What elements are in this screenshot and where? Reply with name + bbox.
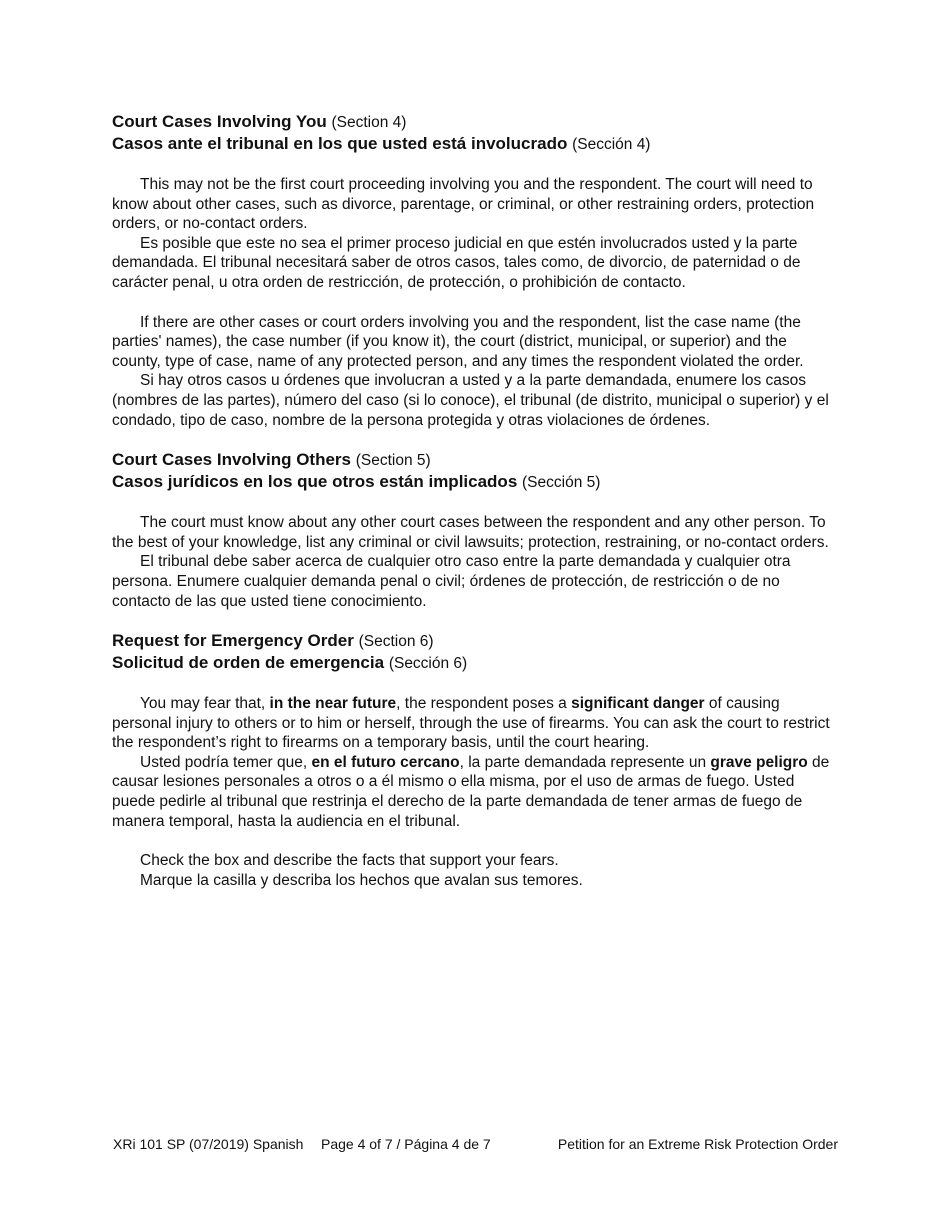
section6-title-es: Solicitud de orden de emergencia (112, 653, 385, 673)
section6-title-en: Request for Emergency Order (112, 631, 354, 651)
section5-title-en: Court Cases Involving Others (112, 450, 351, 470)
document-page (112, 111, 837, 890)
section5-number-es: (Sección 5) (522, 474, 601, 492)
footer-page-number: Page 4 of 7 / Página 4 de 7 (321, 1136, 491, 1152)
section4-heading-es (112, 133, 837, 155)
footer-form-title: Petition for an Extreme Risk Protection Order (557, 1136, 838, 1152)
section4-paragraph-2: Es posible que este no sea el primer proceso judicial en que estén involucrados usted y la parte demandada. El tribunal necesitará saber de otros casos, tales como, de divorcio, de paternidad o de carácter penal, u otra orden de restricción, de protección, o prohibición de contacto. (112, 234, 801, 291)
section5-paragraph-2: El tribunal debe saber acerca de cualquier otro caso entre la parte demandada y cualquier otra persona. Enumere cualquier demanda penal o civil; órdenes de protección, de restricción o de no contacto de las que usted tiene conocimiento. (112, 553, 791, 610)
footer-form-id: XRi 101 SP (07/2019) Spanish (113, 1136, 304, 1152)
section4-paragraph-4: Si hay otros casos u órdenes que involucran a usted y a la parte demandada, enumere los casos (nombres de las partes), número del caso (si lo conoce), el tribunal (de distrito, municipal o superior) y el condado, tipo de caso, nombre de la persona protegida y otras violaciones de órdenes. (112, 372, 829, 429)
section4-paragraph-1: This may not be the first court proceeding involving you and the respondent. The court will need to know about other cases, such as divorce, parentage, or criminal, or other restraining orders, protection orders, or no-contact orders. (112, 176, 815, 233)
section4-number-es: (Sección 4) (572, 136, 651, 153)
section6-heading-es (112, 652, 837, 674)
section5-heading-en (112, 449, 837, 471)
section5-number-en: (Section 5) (355, 452, 431, 470)
section4-title-en: Court Cases Involving You (112, 112, 327, 131)
section4-title-es: Casos ante el tribunal en los que usted está involucrado (112, 134, 568, 153)
section4-paragraph-3: If there are other cases or court orders involving you and the respondent, list the case name (the parties' names), the case number (if you know it), the court (district, municipal, or superior) and the county, type of case, name of any protected person, and any times the respondent violated the order. (112, 313, 804, 370)
section6-number-es: (Sección 6) (388, 655, 468, 673)
section5-heading-es (112, 471, 837, 493)
section4-heading-en (112, 111, 837, 133)
section6-number-en: (Section 6) (358, 633, 434, 651)
check-instruction-en: Check the box and describe the facts that support your fears. (140, 852, 559, 870)
section6-paragraph-1: You may fear that, in the near future, the respondent poses a significant danger of causing personal injury to others or to him or herself, through the use of firearms. You can ask the court to restrict the respondent’s right to firearms on a temporary basis, until the court hearing. (112, 695, 830, 752)
section6-paragraph-2: Usted podría temer que, en el futuro cercano, la parte demandada represente un grave peligro de causar lesiones personales a otros o a él mismo o ella misma, por el uso de armas de fuego. Usted puede pedirle al tribunal que restrinja el derecho de la parte demandada de tener armas de fuego de manera temporal, hasta la audiencia en el tribunal. (112, 753, 830, 830)
section6-heading-en (112, 630, 837, 652)
section5-title-es: Casos jurídicos en los que otros están implicados (112, 472, 518, 492)
section4-number-en: (Section 4) (331, 114, 407, 131)
check-instruction-es: Marque la casilla y describa los hechos que avalan sus temores. (140, 871, 583, 889)
section5-paragraph-1: The court must know about any other court cases between the respondent and any other person. To the best of your knowledge, list any criminal or civil lawsuits; protection, restraining, or no-contact orders. (112, 514, 829, 551)
